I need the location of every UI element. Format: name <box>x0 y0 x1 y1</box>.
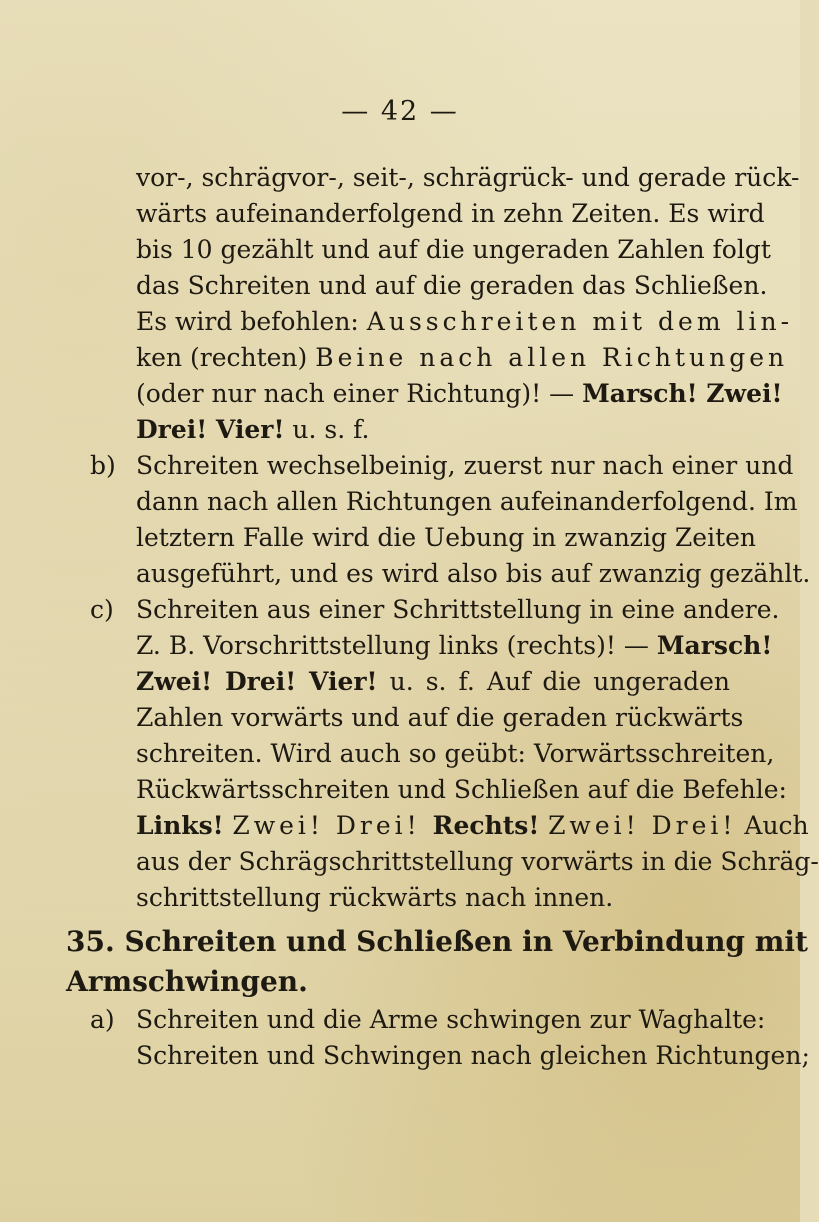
command-text: Drei! Vier! <box>136 415 285 444</box>
command-text: Marsch! Zwei! <box>582 379 783 408</box>
text-line <box>90 808 809 844</box>
text-line: Rückwärtsschreiten und Schließen auf die Befehle: <box>136 775 787 804</box>
page-number: — 42 — <box>341 96 459 127</box>
text-line: schrittstellung rückwärts nach innen. <box>136 883 614 912</box>
text-line: vor-, schrägvor-, seit-, schrägrück- und gerade rück- <box>136 163 800 192</box>
emphasis-text: Ausschreiten mit dem lin- <box>366 307 794 336</box>
emphasis-text: Beine nach allen Richtungen <box>315 343 789 372</box>
text-line: dann nach allen Richtungen aufeinanderfolgend. Im <box>136 487 798 516</box>
command-text: Rechts! <box>432 811 549 840</box>
text-run: (oder nur nach einer Richtung)! — <box>136 379 583 408</box>
text-line <box>90 1002 766 1038</box>
text-line <box>90 304 794 340</box>
text-run: Es wird befohlen: <box>136 307 367 336</box>
list-label: b) <box>90 451 116 480</box>
text-run: Z. B. Vorschrittstellung links (rechts)! — <box>136 631 657 660</box>
text-run: Schreiten wechselbeinig, zuerst nur nach einer und <box>136 451 794 480</box>
section-heading: 35. Schreiten und Schließen in Verbindung mit <box>66 925 808 958</box>
list-label: c) <box>90 595 114 624</box>
text-run: u. s. f. <box>284 415 370 444</box>
emphasis-text: Zwei! Drei! <box>232 811 433 840</box>
text-run: Schreiten und die Arme schwingen zur Waghalte: <box>136 1005 766 1034</box>
text-line: Schreiten und Schwingen nach gleichen Richtungen; <box>136 1041 810 1070</box>
text-line <box>90 340 789 376</box>
text-line <box>90 592 780 628</box>
emphasis-text: Zwei! Drei! <box>548 811 737 840</box>
command-text: Zwei! Drei! Vier! <box>136 667 378 696</box>
page-body <box>66 160 819 1074</box>
text-line <box>90 664 730 700</box>
text-line: schreiten. Wird auch so geübt: Vorwärtsschreiten, <box>136 739 775 768</box>
text-line: Zahlen vorwärts und auf die geraden rückwärts <box>136 703 744 732</box>
text-line: das Schreiten und auf die geraden das Schließen. <box>136 271 768 300</box>
text-line <box>90 412 730 448</box>
text-line <box>90 376 783 412</box>
text-line: bis 10 gezählt und auf die ungeraden Zahlen folgt <box>136 235 771 264</box>
text-run: ken (rechten) <box>136 343 316 372</box>
command-text: Marsch! <box>656 631 773 660</box>
text-line <box>90 628 773 664</box>
text-line: ausgeführt, und es wird also bis auf zwanzig gezählt. <box>136 559 811 588</box>
text-line: aus der Schrägschrittstellung vorwärts in die Schräg- <box>136 847 819 876</box>
text-line: letztern Falle wird die Uebung in zwanzig Zeiten <box>136 523 757 552</box>
text-line: wärts aufeinanderfolgend in zehn Zeiten. Es wird <box>136 199 765 228</box>
text-line <box>90 448 794 484</box>
text-run: Schreiten aus einer Schrittstellung in eine andere. <box>136 595 780 624</box>
command-text: Links! <box>136 811 233 840</box>
text-run: Auch <box>736 811 809 840</box>
text-run: u. s. f. Auf die ungeraden <box>377 667 730 696</box>
section-heading: Armschwingen. <box>66 965 308 998</box>
list-label: a) <box>90 1005 115 1034</box>
